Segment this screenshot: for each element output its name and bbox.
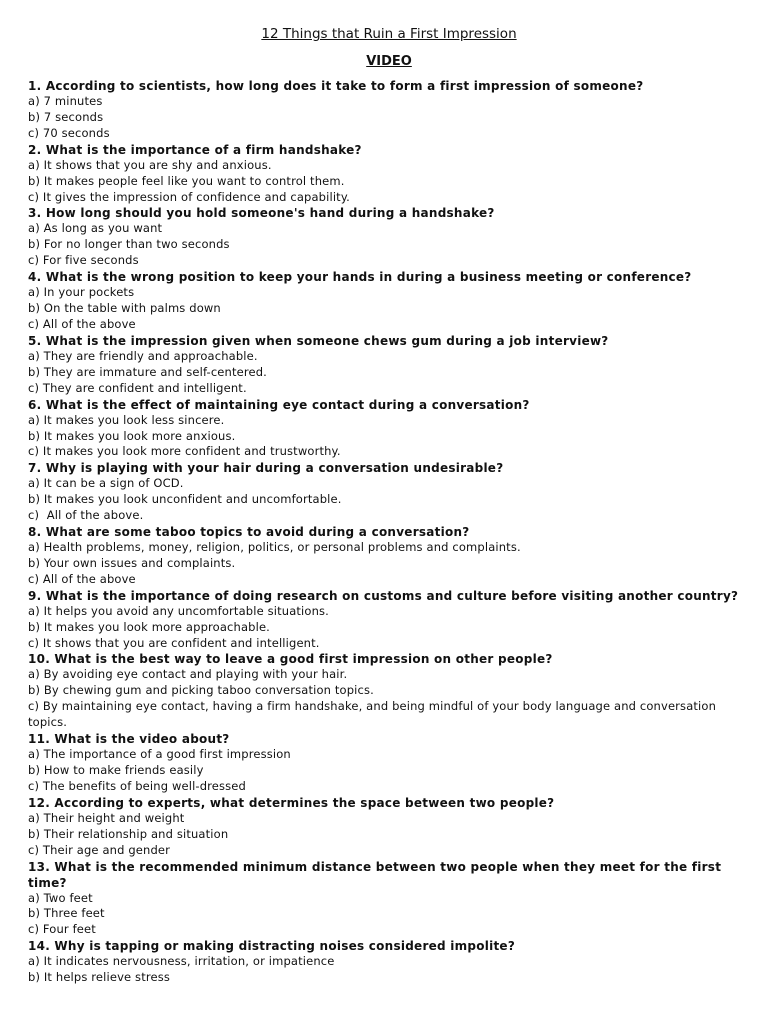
answer-option: a) It shows that you are shy and anxious. — [28, 157, 272, 172]
answer-option: c) The benefits of being well-dressed — [28, 778, 246, 793]
answer-option: b) On the table with palms down — [28, 301, 221, 316]
answer-option: b) It makes you look unconfident and uncomfortable. — [28, 492, 342, 507]
answer-option: b) Your own issues and complaints. — [28, 555, 236, 570]
question-block — [28, 142, 750, 206]
question-text: 4. What is the wrong position to keep your hands in during a business meeting or conference? — [28, 270, 692, 285]
question-block — [28, 205, 750, 269]
answer-option: a) Health problems, money, religion, politics, or personal problems and complaints. — [28, 540, 521, 555]
answer-option: b) Their relationship and situation — [28, 826, 229, 841]
question-text: 3. How long should you hold someone's hand during a handshake? — [28, 206, 495, 221]
document-title: 12 Things that Ruin a First Impression — [261, 26, 517, 42]
question-block — [28, 460, 750, 524]
answer-option: c) All of the above — [28, 316, 136, 331]
question-text: 2. What is the importance of a firm handshake? — [28, 142, 362, 157]
answer-option: c) It makes you look more confident and trustworthy. — [28, 444, 341, 459]
answer-option: c) For five seconds — [28, 253, 139, 268]
answer-option: b) It makes you look more approachable. — [28, 619, 270, 634]
question-block — [28, 524, 750, 588]
answer-option: c) It shows that you are confident and intelligent. — [28, 635, 320, 650]
question-block — [28, 859, 750, 939]
answer-option: a) It helps you avoid any uncomfortable situations. — [28, 603, 329, 618]
answer-option: a) The importance of a good first impression — [28, 747, 291, 762]
question-list — [28, 78, 750, 986]
answer-option: b) It helps relieve stress — [28, 970, 170, 985]
answer-option: c) They are confident and intelligent. — [28, 380, 247, 395]
document-page — [28, 24, 750, 986]
question-text: 14. Why is tapping or making distracting noises considered impolite? — [28, 939, 516, 954]
answer-option: b) It makes people feel like you want to control them. — [28, 173, 345, 188]
question-text: 13. What is the recommended minimum distance between two people when they meet for the first time? — [28, 859, 722, 890]
question-block — [28, 651, 750, 731]
answer-option: a) Their height and weight — [28, 810, 185, 825]
answer-option: c) It gives the impression of confidence and capability. — [28, 189, 350, 204]
answer-option: a) It can be a sign of OCD. — [28, 476, 184, 491]
question-block — [28, 795, 750, 859]
question-text: 10. What is the best way to leave a good first impression on other people? — [28, 652, 553, 667]
question-block — [28, 333, 750, 397]
answer-option: c) 70 seconds — [28, 125, 110, 140]
question-block — [28, 269, 750, 333]
question-block — [28, 78, 750, 142]
answer-option: b) 7 seconds — [28, 109, 104, 124]
answer-option: a) It makes you look less sincere. — [28, 412, 225, 427]
answer-option: c) All of the above — [28, 571, 136, 586]
answer-option: c) All of the above. — [28, 508, 144, 523]
answer-option: a) They are friendly and approachable. — [28, 348, 258, 363]
answer-option: b) Three feet — [28, 906, 105, 921]
answer-option: a) In your pockets — [28, 285, 135, 300]
question-text: 8. What are some taboo topics to avoid during a conversation? — [28, 525, 470, 540]
answer-option: b) It makes you look more anxious. — [28, 428, 236, 443]
answer-option: a) Two feet — [28, 890, 93, 905]
question-block — [28, 938, 750, 986]
answer-option: b) How to make friends easily — [28, 763, 204, 777]
question-block — [28, 397, 750, 461]
answer-option: a) It indicates nervousness, irritation, or impatience — [28, 954, 335, 969]
answer-option: b) By chewing gum and picking taboo conversation topics. — [28, 683, 374, 698]
document-subtitle: VIDEO — [366, 54, 412, 69]
answer-option: b) For no longer than two seconds — [28, 237, 230, 252]
answer-option: a) 7 minutes — [28, 94, 103, 108]
question-text: 11. What is the video about? — [28, 732, 230, 747]
question-text: 1. According to scientists, how long does it take to form a first impression of someone? — [28, 79, 644, 93]
question-text: 7. Why is playing with your hair during a conversation undesirable? — [28, 461, 504, 476]
answer-option: c) Four feet — [28, 922, 96, 937]
answer-option: a) By avoiding eye contact and playing with your hair. — [28, 667, 348, 682]
question-block — [28, 588, 750, 652]
question-block — [28, 731, 750, 795]
question-text: 12. According to experts, what determines the space between two people? — [28, 795, 555, 810]
answer-option: a) As long as you want — [28, 221, 163, 236]
question-text: 6. What is the effect of maintaining eye contact during a conversation? — [28, 397, 530, 412]
answer-option: b) They are immature and self-centered. — [28, 364, 267, 379]
answer-option: c) By maintaining eye contact, having a firm handshake, and being mindful of your body language and conversation topics. — [28, 699, 720, 730]
answer-option: c) Their age and gender — [28, 842, 171, 857]
question-text: 9. What is the importance of doing research on customs and culture before visiting another country? — [28, 588, 739, 603]
question-text: 5. What is the impression given when someone chews gum during a job interview? — [28, 333, 609, 348]
